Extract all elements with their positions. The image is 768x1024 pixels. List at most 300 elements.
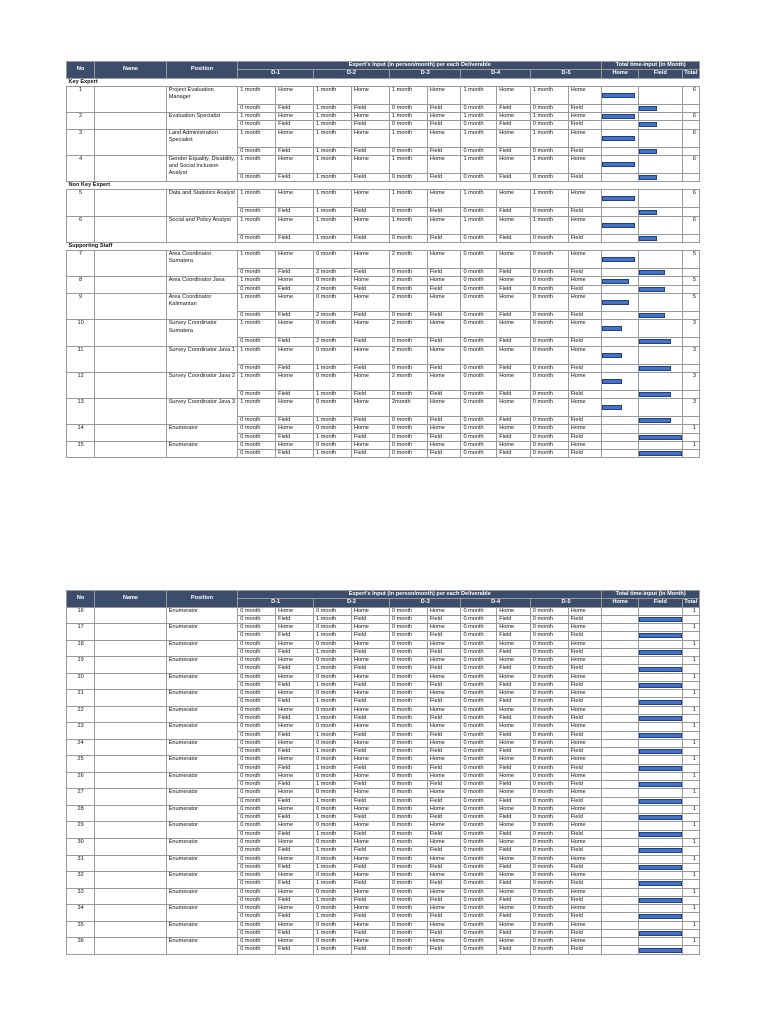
row-position: Enumerator: [166, 673, 238, 690]
home-cell: 1 month: [389, 155, 427, 173]
field-bar: [639, 313, 664, 318]
row-name: [95, 425, 167, 442]
home-cell: Home: [276, 441, 314, 449]
home-cell: 0 month: [238, 822, 276, 830]
home-bar-cell: [602, 441, 639, 449]
home-cell: 0 month: [238, 855, 276, 863]
row-position: Enumerator: [166, 888, 238, 905]
table-row-home: [67, 293, 700, 311]
field-cell: Field: [352, 748, 390, 756]
field-cell: 0 month: [238, 269, 276, 277]
home-cell: Home: [352, 216, 390, 234]
row-number: 25: [67, 756, 95, 773]
row-total: 1: [682, 723, 699, 731]
home-cell: 0 month: [530, 399, 568, 417]
field-bar-cell: [639, 797, 682, 805]
row-total: 5: [682, 277, 699, 285]
home-cell: Home: [352, 277, 390, 285]
home-cell: 0 month: [461, 441, 497, 449]
home-cell: 0 month: [461, 872, 497, 880]
home-cell: Home: [352, 251, 390, 269]
home-cell: Home: [497, 216, 531, 234]
total-empty: [682, 234, 699, 242]
home-cell: Home: [427, 838, 461, 846]
home-cell: Home: [497, 624, 531, 632]
home-cell: 2 month: [389, 372, 427, 390]
home-cell: Home: [276, 772, 314, 780]
field-bar-cell: [639, 665, 682, 673]
section-row: [67, 78, 700, 86]
field-bar-cell: [639, 896, 682, 904]
field-bar-cell-empty: [639, 129, 682, 147]
total-empty: [682, 681, 699, 689]
section-label: Supporting Staff: [67, 242, 700, 250]
home-cell: Home: [352, 756, 390, 764]
home-bar-cell-empty: [602, 863, 639, 871]
field-cell: Field: [427, 913, 461, 921]
home-bar-cell-empty: [602, 648, 639, 656]
home-cell: 0 month: [389, 872, 427, 880]
row-position: Enumerator: [166, 756, 238, 773]
home-cell: 0 month: [389, 673, 427, 681]
field-cell: Field: [352, 731, 390, 739]
row-position: Area Coordinator Java: [166, 277, 238, 294]
home-bar-cell-empty: [602, 748, 639, 756]
home-cell: 1 month: [389, 86, 427, 104]
field-cell: 0 month: [238, 781, 276, 789]
row-total: 1: [682, 938, 699, 946]
field-bar: [639, 451, 681, 456]
field-cell: Field: [427, 285, 461, 293]
field-cell: Field: [497, 764, 531, 772]
field-cell: Field: [427, 615, 461, 623]
field-cell: 0 month: [461, 390, 497, 398]
home-bar-cell: [602, 129, 639, 147]
field-cell: 1 month: [314, 648, 352, 656]
row-number: 4: [67, 155, 95, 181]
field-bar-cell: [639, 847, 682, 855]
home-cell: 1 month: [238, 320, 276, 338]
home-cell: 0 month: [389, 706, 427, 714]
home-cell: 0 month: [238, 872, 276, 880]
home-cell: Home: [568, 872, 602, 880]
field-bar: [639, 832, 681, 837]
field-bar-cell-empty: [639, 190, 682, 208]
field-cell: 1 month: [314, 764, 352, 772]
home-cell: 0 month: [461, 251, 497, 269]
home-bar-cell: [602, 789, 639, 797]
col-total-title: Total time-input (in Month): [602, 62, 700, 70]
field-cell: 0 month: [461, 173, 497, 181]
table-header: [67, 591, 700, 608]
field-cell: 0 month: [530, 121, 568, 129]
field-cell: 0 month: [389, 764, 427, 772]
table-row-home: [67, 346, 700, 364]
home-bar-cell: [602, 624, 639, 632]
col-no: No: [67, 62, 95, 79]
field-bar-cell-empty: [639, 640, 682, 648]
col-d2: D-2: [314, 70, 390, 78]
field-cell: Field: [568, 208, 602, 216]
field-bar-cell: [639, 946, 682, 954]
home-cell: 0 month: [530, 425, 568, 433]
field-cell: 0 month: [461, 417, 497, 425]
total-empty: [682, 285, 699, 293]
field-bar: [639, 815, 681, 820]
home-cell: 2 month: [389, 251, 427, 269]
field-cell: 0 month: [389, 269, 427, 277]
home-cell: 0 month: [461, 905, 497, 913]
home-cell: Home: [497, 372, 531, 390]
row-name: [95, 938, 167, 955]
field-cell: 1 month: [314, 714, 352, 722]
field-cell: Field: [497, 929, 531, 937]
field-cell: Field: [568, 665, 602, 673]
home-cell: 0 month: [314, 320, 352, 338]
field-cell: 1 month: [314, 173, 352, 181]
field-cell: 0 month: [530, 714, 568, 722]
row-total: 6: [682, 86, 699, 104]
field-cell: 1 month: [314, 913, 352, 921]
field-cell: 0 month: [238, 417, 276, 425]
home-cell: 0 month: [314, 772, 352, 780]
row-position: Enumerator: [166, 772, 238, 789]
field-cell: 0 month: [238, 665, 276, 673]
home-bar-cell-empty: [602, 269, 639, 277]
home-cell: 1 month: [461, 129, 497, 147]
field-cell: 0 month: [389, 121, 427, 129]
home-cell: Home: [427, 739, 461, 747]
field-cell: Field: [568, 731, 602, 739]
field-cell: Field: [352, 632, 390, 640]
field-cell: 0 month: [238, 121, 276, 129]
field-bar-cell: [639, 748, 682, 756]
home-cell: Home: [427, 425, 461, 433]
row-number: 33: [67, 888, 95, 905]
home-cell: 1 month: [314, 129, 352, 147]
field-cell: 1 month: [314, 797, 352, 805]
home-cell: Home: [427, 86, 461, 104]
home-cell: 0 month: [314, 251, 352, 269]
total-empty: [682, 364, 699, 372]
field-bar-cell-empty: [639, 86, 682, 104]
home-cell: Home: [352, 155, 390, 173]
home-cell: 0 month: [238, 441, 276, 449]
home-cell: Home: [427, 251, 461, 269]
field-cell: Field: [497, 896, 531, 904]
row-position: Enumerator: [166, 723, 238, 740]
field-cell: Field: [497, 913, 531, 921]
home-cell: Home: [497, 805, 531, 813]
home-bar-cell-empty: [602, 896, 639, 904]
home-cell: Home: [568, 607, 602, 615]
field-bar-cell-empty: [639, 938, 682, 946]
field-cell: Field: [352, 913, 390, 921]
field-cell: 0 month: [461, 797, 497, 805]
field-cell: 0 month: [389, 814, 427, 822]
field-cell: Field: [352, 450, 390, 458]
home-cell: 0 month: [314, 657, 352, 665]
home-cell: 1 month: [238, 277, 276, 285]
field-bar-cell: [639, 390, 682, 398]
home-cell: 1 month: [530, 216, 568, 234]
row-total: 1: [682, 838, 699, 846]
home-cell: Home: [497, 320, 531, 338]
home-cell: Home: [352, 293, 390, 311]
home-bar-cell: [602, 690, 639, 698]
field-cell: Field: [497, 450, 531, 458]
home-cell: Home: [568, 838, 602, 846]
field-cell: 0 month: [238, 208, 276, 216]
home-cell: 0 month: [530, 838, 568, 846]
field-bar-cell-empty: [639, 320, 682, 338]
home-bar-cell-empty: [602, 681, 639, 689]
home-cell: 1 month: [314, 155, 352, 173]
home-bar-cell-empty: [602, 390, 639, 398]
home-cell: 0 month: [314, 872, 352, 880]
home-cell: Home: [497, 855, 531, 863]
total-empty: [682, 665, 699, 673]
home-bar: [602, 353, 622, 358]
home-cell: Home: [568, 251, 602, 269]
table-row-home: [67, 277, 700, 285]
home-bar-cell-empty: [602, 433, 639, 441]
field-cell: 0 month: [461, 104, 497, 112]
field-cell: Field: [276, 311, 314, 319]
field-cell: 0 month: [389, 390, 427, 398]
home-cell: 1 month: [238, 372, 276, 390]
field-bar: [639, 683, 681, 688]
home-bar-cell: [602, 399, 639, 417]
field-cell: Field: [568, 830, 602, 838]
field-cell: 0 month: [389, 731, 427, 739]
field-cell: 0 month: [530, 797, 568, 805]
table-row-home: [67, 399, 700, 417]
field-cell: Field: [276, 781, 314, 789]
home-cell: 0 month: [238, 756, 276, 764]
field-bar-cell: [639, 830, 682, 838]
home-bar-cell-empty: [602, 764, 639, 772]
home-bar: [602, 223, 634, 228]
col-d4: D-4: [461, 70, 530, 78]
field-cell: 1 month: [314, 896, 352, 904]
field-cell: Field: [352, 104, 390, 112]
field-cell: Field: [568, 797, 602, 805]
home-cell: 0 month: [238, 607, 276, 615]
home-cell: Home: [276, 251, 314, 269]
home-cell: Home: [352, 822, 390, 830]
field-cell: Field: [427, 681, 461, 689]
field-cell: Field: [276, 269, 314, 277]
col-no: No: [67, 591, 95, 608]
field-bar: [639, 716, 681, 721]
field-cell: 0 month: [389, 234, 427, 242]
field-cell: Field: [568, 814, 602, 822]
home-cell: Home: [427, 372, 461, 390]
field-cell: 0 month: [389, 648, 427, 656]
field-cell: Field: [352, 615, 390, 623]
field-cell: Field: [352, 781, 390, 789]
row-position: Land Administration Specialist: [166, 129, 238, 155]
field-cell: 0 month: [238, 731, 276, 739]
table-row-home: [67, 624, 700, 632]
field-bar-cell: [639, 433, 682, 441]
row-name: [95, 346, 167, 372]
table-row-home: [67, 673, 700, 681]
home-cell: 1 month: [461, 216, 497, 234]
field-cell: Field: [276, 173, 314, 181]
home-cell: Home: [568, 855, 602, 863]
row-total: 6: [682, 113, 699, 121]
home-cell: Home: [497, 129, 531, 147]
table-row-home: [67, 690, 700, 698]
home-cell: 0 month: [314, 789, 352, 797]
home-bar-cell-empty: [602, 797, 639, 805]
field-cell: Field: [427, 208, 461, 216]
field-cell: 1 month: [314, 234, 352, 242]
home-cell: Home: [352, 872, 390, 880]
staffing-table-2: [66, 590, 700, 955]
table-row-home: [67, 822, 700, 830]
home-cell: Home: [497, 838, 531, 846]
field-cell: Field: [352, 665, 390, 673]
field-cell: 0 month: [238, 714, 276, 722]
home-cell: 0 month: [314, 822, 352, 830]
field-bar: [639, 865, 681, 870]
field-bar-cell-empty: [639, 607, 682, 615]
home-cell: Home: [497, 190, 531, 208]
home-cell: 0 month: [461, 772, 497, 780]
field-cell: Field: [568, 896, 602, 904]
col-position: Position: [166, 591, 238, 608]
field-cell: 0 month: [238, 681, 276, 689]
home-bar-cell: [602, 838, 639, 846]
field-bar-cell-empty: [639, 155, 682, 173]
field-bar-cell-empty: [639, 346, 682, 364]
home-cell: 0 month: [530, 320, 568, 338]
home-cell: Home: [497, 155, 531, 173]
field-bar-cell: [639, 913, 682, 921]
field-bar: [639, 799, 681, 804]
col-position: Position: [166, 62, 238, 79]
table-row-home: [67, 129, 700, 147]
total-empty: [682, 929, 699, 937]
field-cell: Field: [568, 764, 602, 772]
home-cell: Home: [276, 905, 314, 913]
field-cell: Field: [497, 338, 531, 346]
home-cell: 0 month: [314, 805, 352, 813]
home-bar-cell: [602, 86, 639, 104]
home-cell: Home: [568, 277, 602, 285]
row-name: [95, 723, 167, 740]
field-cell: 0 month: [530, 880, 568, 888]
table-row-home: [67, 756, 700, 764]
field-cell: 0 month: [389, 311, 427, 319]
field-cell: Field: [568, 450, 602, 458]
row-name: [95, 822, 167, 839]
row-number: 2: [67, 113, 95, 130]
field-cell: 0 month: [461, 364, 497, 372]
field-cell: Field: [497, 681, 531, 689]
table-row-home: [67, 251, 700, 269]
home-cell: 0 month: [238, 888, 276, 896]
home-cell: Home: [276, 624, 314, 632]
field-cell: Field: [276, 896, 314, 904]
home-cell: 0 month: [530, 921, 568, 929]
field-bar-cell-empty: [639, 216, 682, 234]
field-cell: Field: [427, 417, 461, 425]
home-cell: Home: [568, 129, 602, 147]
home-cell: Home: [568, 441, 602, 449]
home-cell: 0 month: [461, 855, 497, 863]
field-cell: Field: [352, 946, 390, 954]
home-cell: Home: [276, 277, 314, 285]
field-cell: 1 month: [314, 929, 352, 937]
home-cell: 0 month: [530, 673, 568, 681]
row-number: 9: [67, 293, 95, 319]
row-number: 3: [67, 129, 95, 155]
home-cell: Home: [276, 673, 314, 681]
field-cell: 0 month: [389, 104, 427, 112]
home-bar-cell-empty: [602, 208, 639, 216]
col-d1: D-1: [238, 70, 314, 78]
home-cell: Home: [497, 425, 531, 433]
field-bar-cell: [639, 285, 682, 293]
home-cell: 0 month: [530, 277, 568, 285]
field-cell: Field: [276, 797, 314, 805]
field-cell: Field: [352, 681, 390, 689]
home-cell: 0 month: [238, 805, 276, 813]
field-cell: 2 month: [314, 269, 352, 277]
field-cell: 0 month: [530, 896, 568, 904]
total-empty: [682, 814, 699, 822]
row-position: Enumerator: [166, 872, 238, 889]
field-cell: Field: [497, 748, 531, 756]
table-row-home: [67, 739, 700, 747]
home-cell: 2month: [389, 399, 427, 417]
section-row: [67, 242, 700, 250]
row-number: 29: [67, 822, 95, 839]
field-cell: 0 month: [530, 913, 568, 921]
home-bar-cell-empty: [602, 847, 639, 855]
field-bar-cell: [639, 681, 682, 689]
home-cell: 0 month: [389, 756, 427, 764]
field-cell: 0 month: [389, 929, 427, 937]
home-bar-cell-empty: [602, 285, 639, 293]
home-cell: Home: [352, 805, 390, 813]
home-cell: 0 month: [461, 624, 497, 632]
field-bar-cell: [639, 147, 682, 155]
home-cell: Home: [497, 872, 531, 880]
home-cell: 1 month: [530, 113, 568, 121]
total-empty: [682, 913, 699, 921]
row-name: [95, 320, 167, 346]
home-cell: 0 month: [461, 921, 497, 929]
field-cell: Field: [352, 285, 390, 293]
col-field: Field: [639, 70, 682, 78]
row-name: [95, 673, 167, 690]
home-cell: 0 month: [389, 772, 427, 780]
home-bar-cell-empty: [602, 946, 639, 954]
home-cell: 1 month: [461, 113, 497, 121]
home-cell: Home: [427, 855, 461, 863]
row-name: [95, 805, 167, 822]
field-cell: 0 month: [530, 764, 568, 772]
field-cell: 0 month: [530, 615, 568, 623]
field-cell: 0 month: [530, 311, 568, 319]
home-cell: Home: [497, 657, 531, 665]
home-cell: Home: [497, 888, 531, 896]
